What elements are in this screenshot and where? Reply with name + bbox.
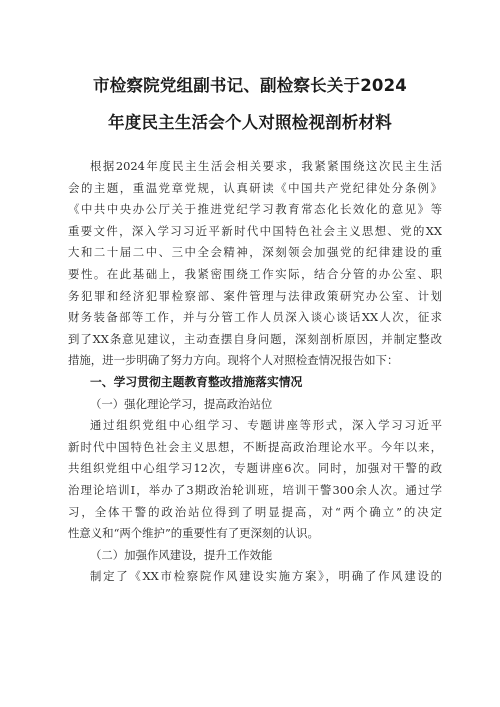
document-title-line-1: 市检察院党组副书记、副检察长关于2024 (93, 76, 407, 95)
subsection-heading-1: （一）强化理论学习，提高政治站位 (90, 396, 273, 411)
intro-line: 财务装备部等工作，并与分管工作人员深入谈心谈话XX人次，征求 (68, 310, 442, 325)
sub1-line: 新时代中国特色社会主义思想，不断提高政治理论水平。今年以来， (68, 439, 442, 454)
intro-line: 务犯罪和经济犯罪检察部、案件管理与法律政策研究办公室、计划 (68, 288, 442, 303)
intro-line: 根据2024年度民主生活会相关要求，我紧紧围绕这次民主生活 (90, 159, 442, 173)
sub1-line: 通过组织党组中心组学习、专题讲座等形式，深入学习习近平 (90, 418, 442, 433)
intro-line: 要性。在此基础上，我紧密围绕工作实际，结合分管的办公室、职 (68, 266, 442, 281)
sub1-line: 性意义和“两个维护”的重要性有了更深刻的认识。 (68, 526, 319, 541)
section-heading-1: 一、学习贯彻主题教育整改措施落实情况 (90, 374, 303, 389)
intro-line: 措施，进一步明确了努力方向。现将个人对照检查情况报告如下： (68, 353, 399, 368)
intro-line: 《中共中央办公厅关于推进党纪学习教育常态化长效化的意见》等 (68, 202, 442, 217)
sub2-line: 制定了《XX市检察院作风建设实施方案》，明确了作风建设的 (90, 569, 442, 584)
intro-line: 会的主题，重温党章党规，认真研读《中国共产党纪律处分条例》 (68, 180, 442, 195)
subsection-heading-2: （二）加强作风建设，提升工作效能 (90, 547, 273, 562)
document-body (68, 156, 442, 588)
sub1-line: 治理论培训Ⅰ，举办了3期政治轮训班，培训干警300余人次。通过学 (68, 482, 442, 497)
intro-line: 大和二十届二中、三中全会精神，深刻领会加强党的纪律建设的重 (68, 245, 442, 260)
document-title-line-2: 年度民主生活会个人对照检视剖析材料 (108, 113, 392, 132)
sub1-line: 共组织党组中心组学习12次，专题讲座6次。同时，加强对干警的政 (68, 461, 442, 476)
intro-line: 重要文件，深入学习习近平新时代中国特色社会主义思想、党的XX (68, 223, 442, 238)
intro-line: 到了XX条意见建议，主动查摆自身问题，深刻剖析原因，并制定整改 (68, 331, 442, 346)
sub1-line: 习，全体干警的政治站位得到了明显提高，对“两个确立”的决定 (68, 504, 442, 519)
